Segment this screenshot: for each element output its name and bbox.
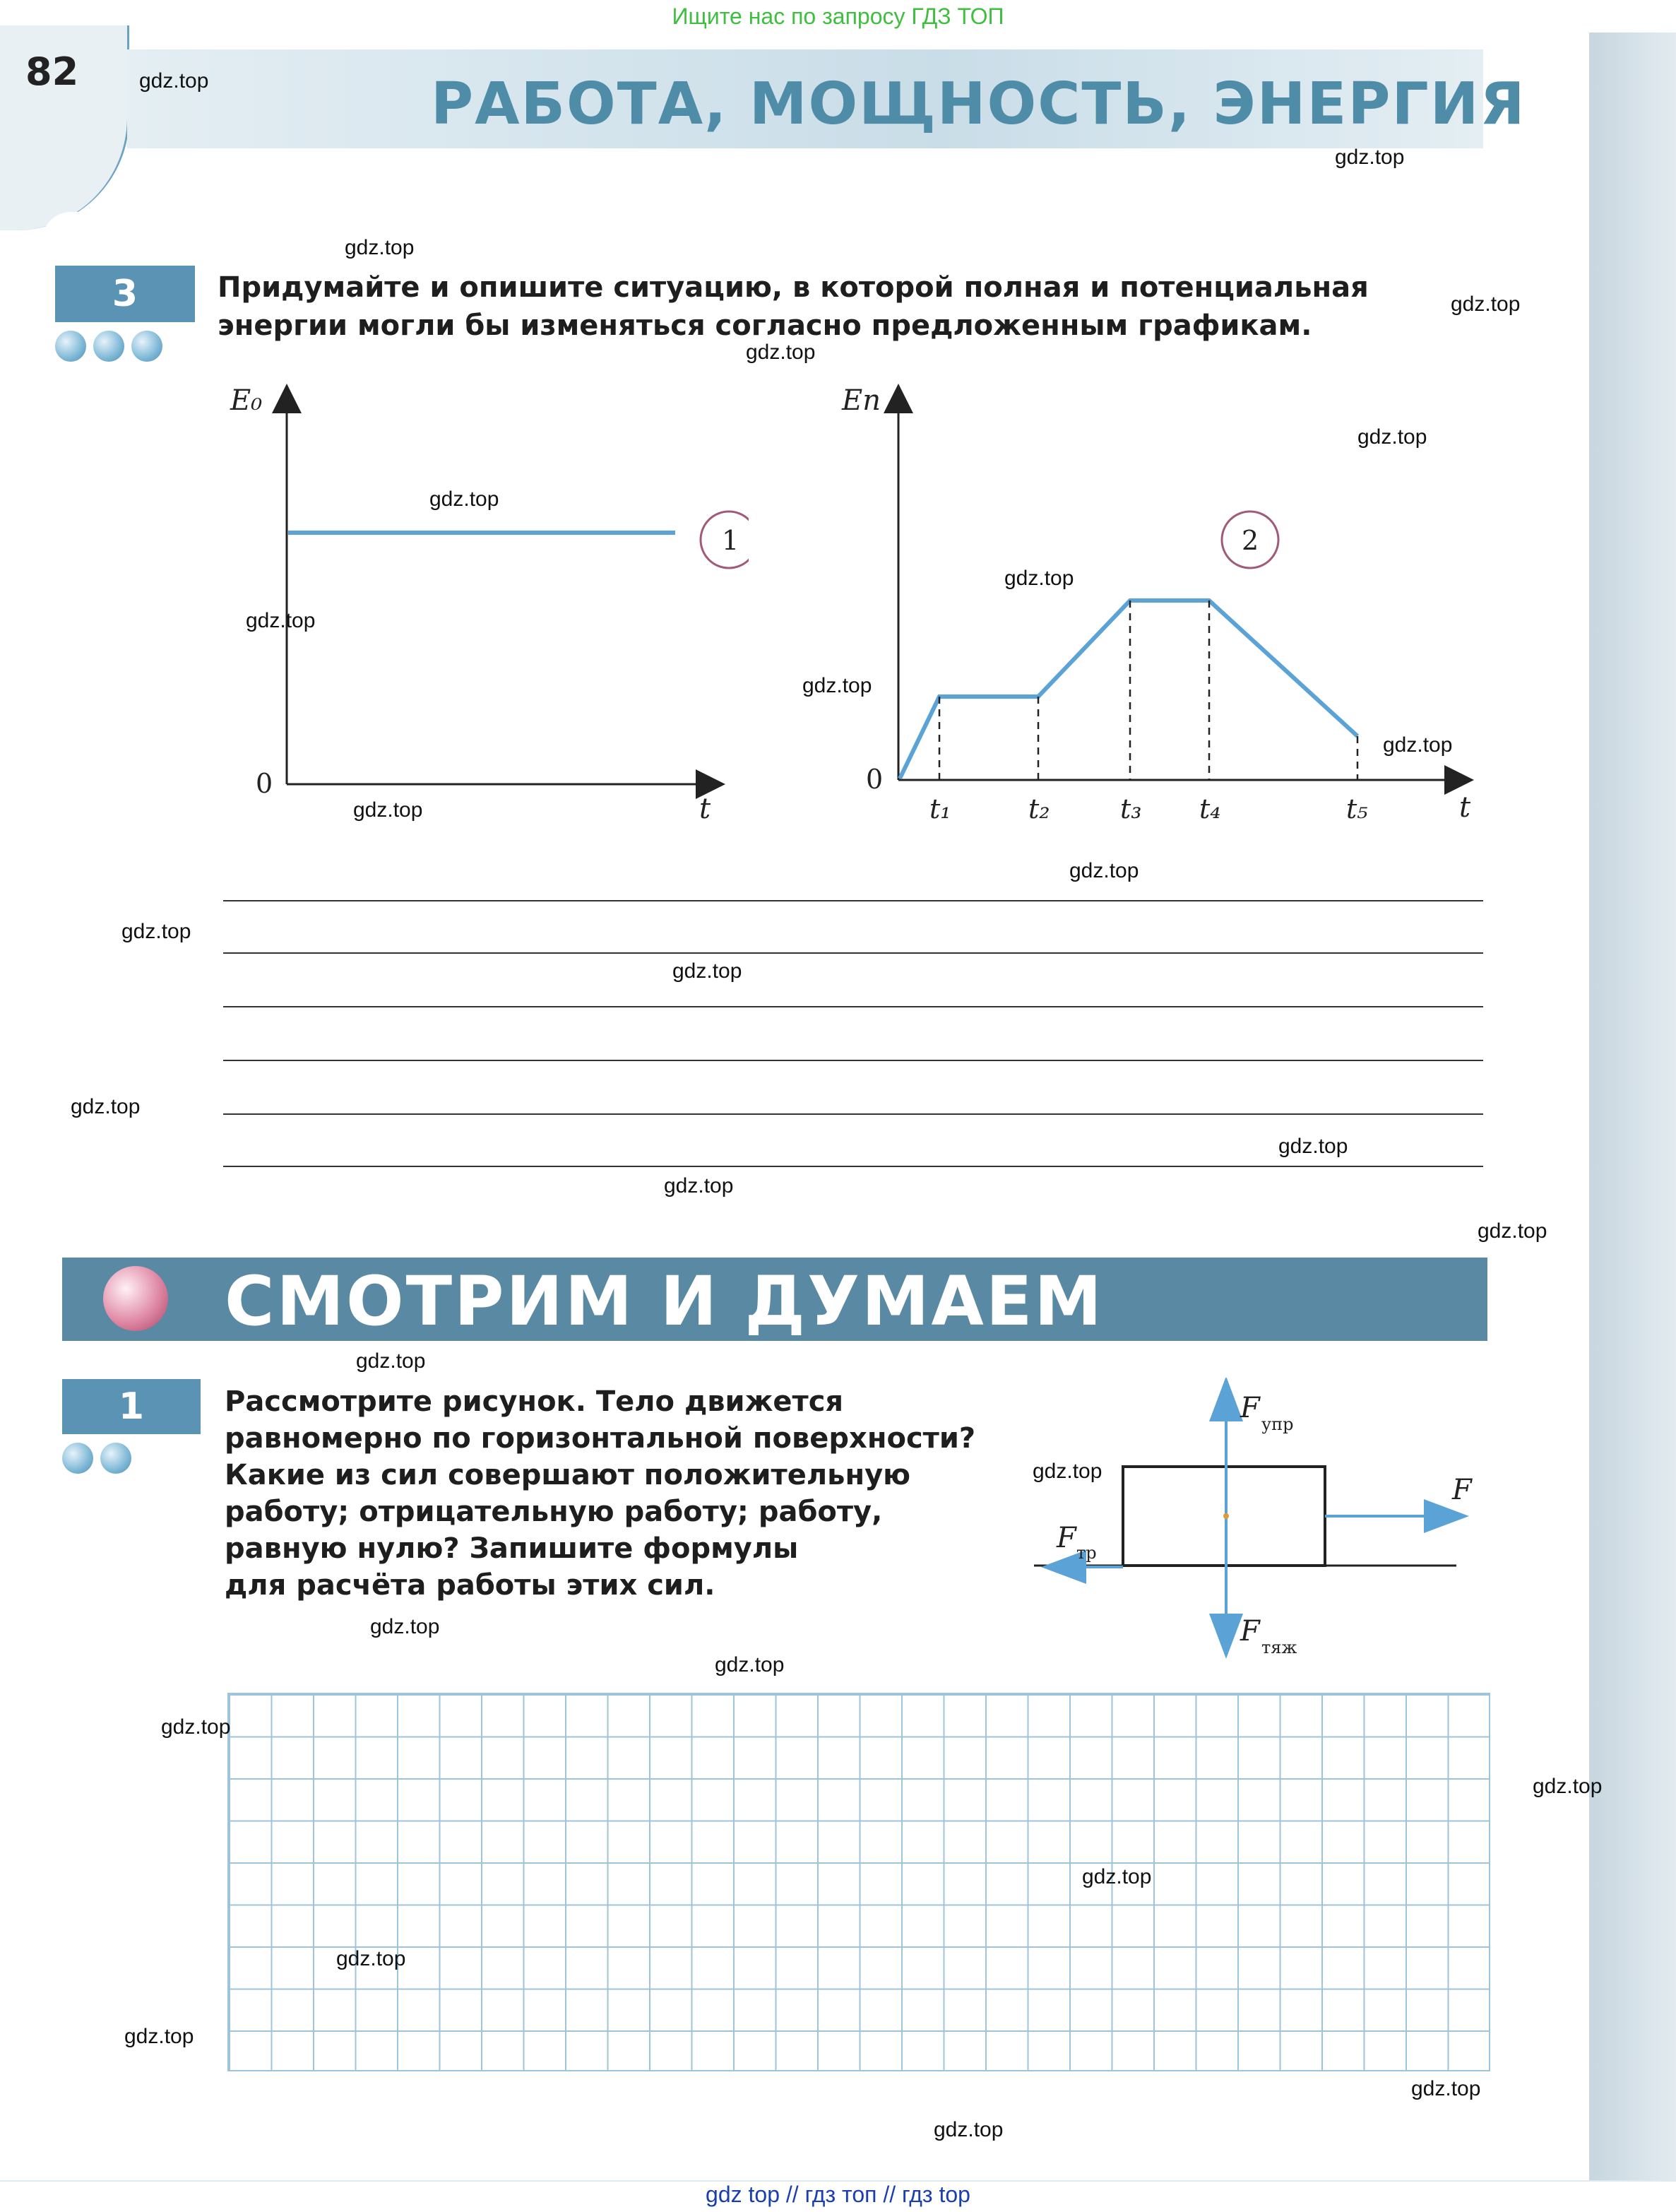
- answer-line[interactable]: [223, 1113, 1483, 1115]
- difficulty-dot: [62, 1443, 93, 1474]
- watermark: gdz.top: [124, 2025, 194, 2048]
- task1-line: равную нулю? Запишите формулы: [225, 1532, 799, 1565]
- watermark: gdz.top: [1478, 1219, 1547, 1243]
- watermark: gdz.top: [1335, 146, 1405, 169]
- page-title: РАБОТА, МОЩНОСТЬ, ЭНЕРГИЯ: [431, 71, 1526, 138]
- answer-grid[interactable]: [227, 1693, 1490, 2071]
- difficulty-dots: [62, 1443, 131, 1474]
- difficulty-dot: [131, 331, 162, 362]
- watermark: gdz.top: [1357, 425, 1427, 449]
- answer-line[interactable]: [223, 1006, 1483, 1007]
- force-sub-friction: тр: [1076, 1543, 1097, 1563]
- watermark: gdz.top: [672, 959, 742, 983]
- watermark: gdz.top: [161, 1715, 231, 1739]
- section-ball-icon: [103, 1266, 168, 1331]
- answer-line[interactable]: [223, 1060, 1483, 1061]
- watermark: gdz.top: [1069, 859, 1139, 882]
- task1-text: [225, 1383, 975, 1604]
- graph1-marker: 1: [722, 525, 739, 556]
- watermark: gdz.top: [1533, 1775, 1603, 1798]
- difficulty-dots: [55, 331, 162, 362]
- watermark: gdz.top: [1411, 2077, 1481, 2100]
- force-label-friction: F: [1057, 1522, 1076, 1554]
- graph1-origin: 0: [256, 768, 273, 799]
- watermark: gdz.top: [1383, 733, 1453, 757]
- watermark: gdz.top: [353, 798, 423, 822]
- watermark: gdz.top: [356, 1349, 426, 1373]
- watermark: gdz.top: [1033, 1460, 1103, 1483]
- graph1-x-label: t: [699, 793, 711, 825]
- footer: gdz top // гдз топ // гдз top: [0, 2182, 1676, 2212]
- force-sub-gravity: тяж: [1261, 1638, 1297, 1657]
- answer-line[interactable]: [223, 900, 1483, 901]
- force-label-applied: F: [1452, 1474, 1472, 1506]
- task1-line: равномерно по горизонтальной поверхности?: [225, 1422, 976, 1455]
- graph-total-energy: [212, 374, 749, 841]
- graph2-origin: 0: [866, 764, 884, 795]
- force-label-gravity: F: [1240, 1615, 1260, 1648]
- t-label: t₃: [1120, 793, 1142, 824]
- watermark: gdz.top: [746, 341, 816, 364]
- watermark: gdz.top: [1451, 292, 1521, 316]
- section-title: СМОТРИМ И ДУМАЕМ: [225, 1262, 1104, 1341]
- graph1-y-label: E₀: [230, 384, 263, 417]
- force-sub-elastic: упр: [1261, 1414, 1294, 1434]
- watermark: gdz.top: [429, 487, 499, 511]
- watermark: gdz.top: [664, 1174, 734, 1197]
- answer-line[interactable]: [223, 952, 1483, 954]
- task3-line: энергии могли бы изменяться согласно предложенным графикам.: [218, 309, 1312, 342]
- task1-line: Какие из сил совершают положительную: [225, 1459, 911, 1491]
- watermark: gdz.top: [802, 674, 872, 697]
- watermark: gdz.top: [370, 1615, 440, 1638]
- search-hint: Ищите нас по запросу ГДЗ ТОП: [0, 0, 1676, 32]
- watermark: gdz.top: [1004, 567, 1074, 590]
- graph2-marker: 2: [1242, 525, 1259, 556]
- page-edge: [1589, 32, 1676, 2180]
- watermark: gdz.top: [934, 2118, 1004, 2141]
- watermark: gdz.top: [1278, 1135, 1348, 1158]
- task-number-3: 3: [55, 266, 195, 322]
- t-label: t₄: [1199, 793, 1221, 824]
- task-number-1: 1: [62, 1379, 201, 1434]
- difficulty-dot: [100, 1443, 131, 1474]
- graph2-x-label: t: [1459, 791, 1471, 824]
- t-label: t₅: [1346, 793, 1368, 824]
- watermark: gdz.top: [1082, 1865, 1152, 1888]
- watermark: gdz.top: [336, 1947, 406, 1970]
- answer-line[interactable]: [223, 1166, 1483, 1167]
- task3-text: [218, 268, 1369, 345]
- watermark: gdz.top: [139, 69, 209, 93]
- watermark: gdz.top: [715, 1653, 785, 1676]
- task3-line: Придумайте и опишите ситуацию, в которой полная и потенциальная: [218, 271, 1369, 304]
- force-label-elastic: F: [1240, 1392, 1260, 1424]
- t-label: t₂: [1028, 793, 1050, 824]
- force-diagram: [1017, 1378, 1511, 1660]
- task1-line: Рассмотрите рисунок. Тело движется: [225, 1385, 844, 1418]
- difficulty-dot: [55, 331, 86, 362]
- task1-line: работу; отрицательную работу; работу,: [225, 1496, 883, 1528]
- task1-line: для расчёта работы этих сил.: [225, 1569, 715, 1602]
- page-number: 82: [25, 49, 79, 94]
- graph2-y-label: Eп: [842, 384, 881, 417]
- watermark: gdz.top: [246, 609, 316, 632]
- watermark: gdz.top: [345, 236, 415, 259]
- watermark: gdz.top: [71, 1095, 141, 1118]
- watermark: gdz.top: [121, 920, 191, 943]
- difficulty-dot: [93, 331, 124, 362]
- t-label: t₁: [929, 793, 951, 824]
